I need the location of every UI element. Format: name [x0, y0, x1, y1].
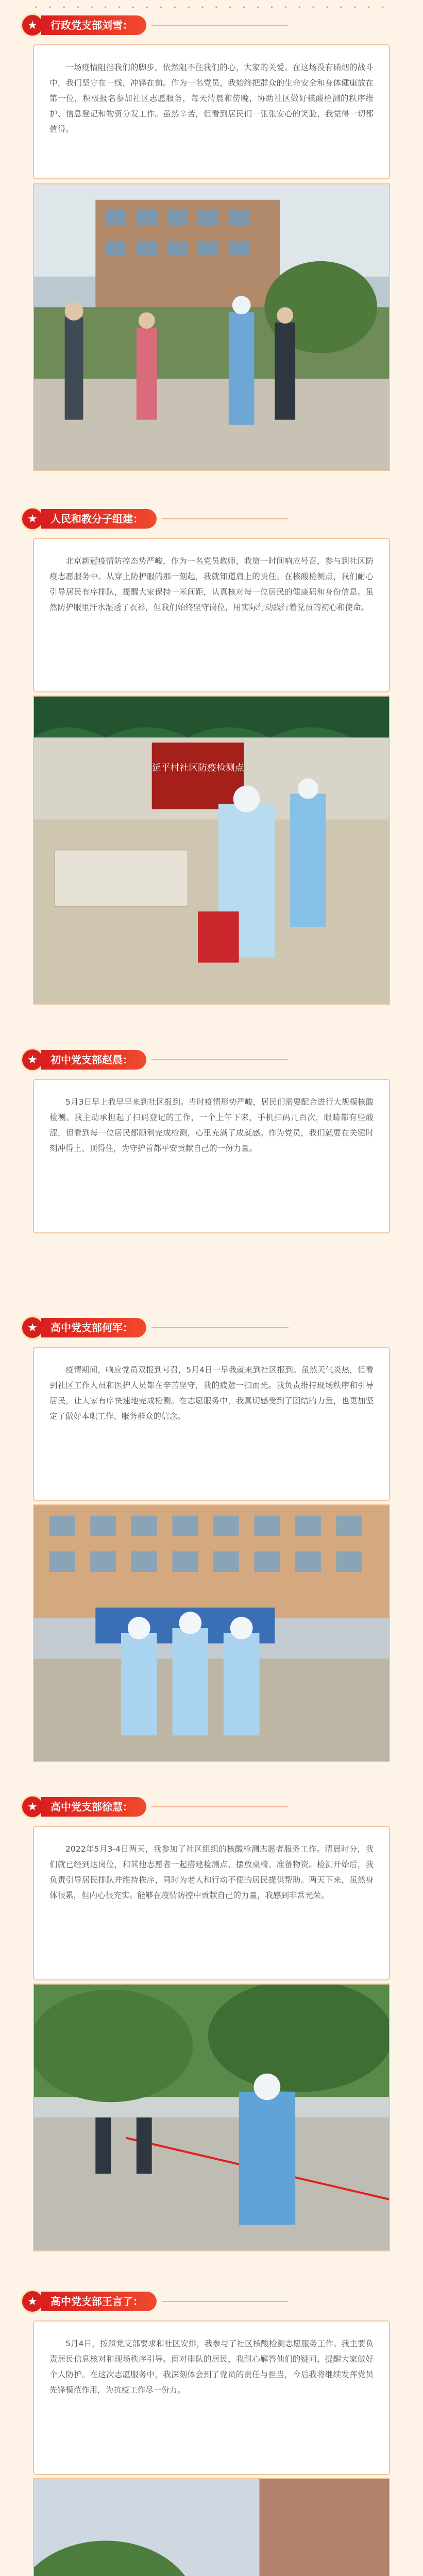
section-title: 高中党支部王言了：: [41, 2292, 157, 2311]
section-header-1: [21, 11, 289, 39]
section-header-2: [21, 505, 289, 533]
section-title: 高中党支部何军：: [41, 1318, 146, 1337]
person-icon: ★: [21, 2290, 44, 2313]
section-title: 人民和教分子组建：: [41, 509, 157, 529]
person-icon: ★: [21, 1316, 44, 1340]
section-header-3: [21, 1046, 289, 1074]
section-photo-2: [33, 696, 390, 1005]
section-rule: [151, 25, 289, 26]
section-header-5: [21, 1793, 289, 1821]
section-title: 高中党支部徐慧：: [41, 1797, 146, 1817]
person-icon: ★: [21, 1048, 44, 1072]
section-rule: [162, 2301, 289, 2302]
person-icon: ★: [21, 507, 44, 531]
section-text: 一场疫情阻挡我们的脚步，依然阻不住我们的心，大家的关爱。在这场没有硝烟的战斗中，我们坚守在一线，冲锋在前。作为一名党员，我始终把群众的生命安全和身体健康放在第一位，积极报名参加社区志愿服务，每天清晨和傍晚，协助社区做好核酸检测的秩序维护、信息登记和物资分发工作。虽然辛苦，但看到居民们一张张安心的笑脸，我觉得一切都值得。: [49, 63, 374, 134]
section-photo-4: [33, 1504, 390, 1762]
section-photo-1: [33, 183, 390, 471]
section-text: 2022年5月3-4日两天，我参加了社区组织的核酸检测志愿者服务工作。清晨时分，我们就已经到达岗位，和其他志愿者一起搭建检测点、摆放桌椅、准备物资。检测开始后，我负责引导居民排队并维持秩序，同时为老人和行动不便的居民提供帮助。两天下来，虽然身体很累，但内心很充实。能够在疫情防控中贡献自己的力量，我感到非常光荣。: [49, 1844, 374, 1900]
section-card-2: [33, 538, 390, 692]
section-photo-5: [33, 1984, 390, 2251]
section-card-6: [33, 2320, 390, 2475]
section-text: 北京新冠疫情防控态势严峻，作为一名党员教师，我第一时间响应号召，参与到社区防疫志愿服务中。从穿上防护服的那一刻起，我就知道肩上的责任。在核酸检测点，我们耐心引导居民有序排队，提醒大家保持一米间距，认真核对每一位居民的健康码和身份信息。虽然防护服里汗水湿透了衣衫，但我们始终坚守岗位，用实际行动践行着党员的初心和使命。: [49, 556, 374, 612]
section-rule: [151, 1059, 289, 1060]
section-rule: [151, 1806, 289, 1807]
person-icon: ★: [21, 13, 44, 37]
section-card-1: [33, 44, 390, 179]
section-rule: [162, 518, 289, 519]
section-card-4: [33, 1347, 390, 1501]
section-header-4: [21, 1314, 289, 1342]
section-text: 5月3日早上我早早来到社区报到。当时疫情形势严峻，居民们需要配合进行大规模核酸检测。我主动承担起了扫码登记的工作，一个上午下来，手机扫码几百次，眼睛都有些酸涩，但看到每一位居民都顺利完成检测，心里充满了成就感。作为党员，我们就要在关键时刻冲得上、顶得住，为守护首都平安贡献自己的一份力量。: [49, 1097, 374, 1153]
person-icon: ★: [21, 1795, 44, 1819]
decorative-dots: • • • • • • • • • • • • • • • • • • • • • • • • • •: [34, 4, 389, 11]
section-rule: [151, 1327, 289, 1328]
tent-sign-text: 延平村社区防疫检测点: [151, 762, 244, 774]
section-card-3: [33, 1079, 390, 1233]
section-text: 5月4日，按照党支部要求和社区安排，我参与了社区核酸检测志愿服务工作。我主要负责居民信息核对和现场秩序引导。面对排队的居民，我耐心解答他们的疑问，提醒大家做好个人防护。在这次志愿服务中，我深刻体会到了党员的责任与担当，今后我将继续发挥党员先锋模范作用，为抗疫工作尽一份力。: [49, 2339, 374, 2395]
section-title: 初中党支部赵晨：: [41, 1050, 146, 1070]
section-card-5: [33, 1826, 390, 1980]
section-header-6: [21, 2287, 289, 2315]
section-title: 行政党支部刘雪：: [41, 15, 146, 35]
section-photo-6: [33, 2478, 390, 2576]
section-text: 疫情期间，响应党员双报到号召，5月4日一早我就来到社区报到。虽然天气炎热，但看到社区工作人员和医护人员都在辛苦坚守，我的疲惫一扫而光。我负责维持现场秩序和引导居民，让大家有序快速地完成检测。在志愿服务中，我真切感受到了团结的力量，也更加坚定了做好本职工作、服务群众的信念。: [49, 1365, 374, 1421]
